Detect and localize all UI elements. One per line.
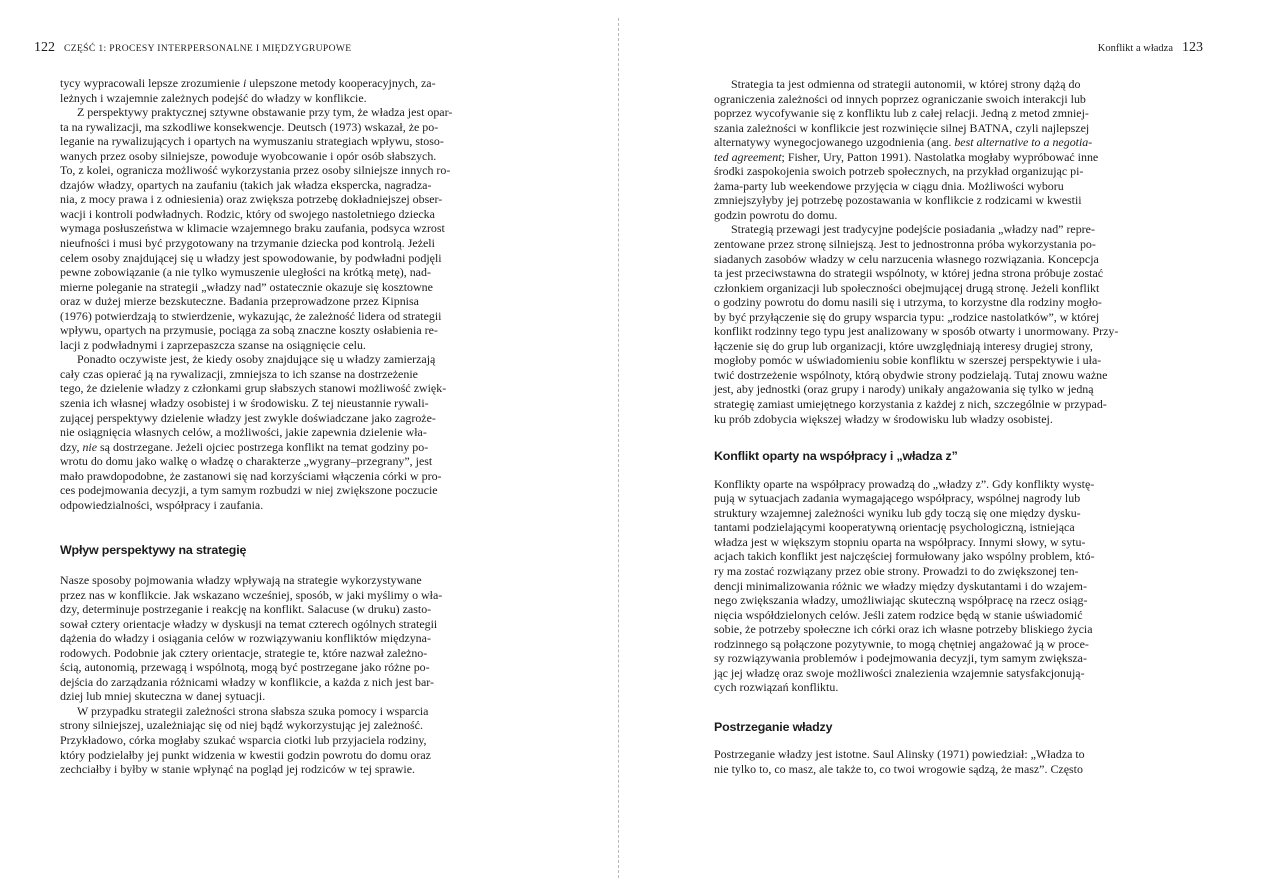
right-paragraph-1: Strategia ta jest odmienna od strategii autonomii, w której strony dążą do ograniczenia zależności od innych poprzez ograniczanie swoich interakcji lub poprzez wycofywanie się z konfliktu lub z całej relacji. Jedną z metod zmniej- szania zależności w konflikcie jest rozwinięcie silnej BATNA, czyli najlepszej alternatywy wynegocjowanego uzgodnienia (ang. best alternative to a negotia- ted agreement; Fisher, Ury, Patton 1991). Nastolatka mogłaby wypróbować inne środki zaspokojenia swoich potrzeb społecznych, na przykład organizując pi- żama-party lub weekendowe przyjęcia w ciągu dnia. Możliwości wyboru zmniejszyłyby jej potrzebę pozostawania w konflikcie z rodzicami w kwestii godzin powrotu do domu.	[714, 77, 1099, 222]
right-paragraph-3: Konflikty oparte na współpracy prowadzą do „władzy z”. Gdy konflikty wystę- pują w sytuacjach zadania wymagającego współpracy, wspólnej nagrody lub struktury wzajemnej zależności wyniku lub gdy toczą się one między dysku- tantami podzielającymi kooperatywną orientację psychologiczną, istniejąca władza jest w większym stopniu oparta na współpracy. Innymi słowy, w sytu- acjach takich konflikt jest najczęściej formułowany jako wspólny problem, któ- ry ma zostać rozwiązany przez obie strony. Prowadzi to do zwiększonej ten- dencji minimalizowania różnic we władzy między dyskutantami i do wzajem- nego zwiększania władzy, umożliwiając skuteczną współpracę na rzecz osiąg- nięcia współdzielonych celów. Jeśli zatem rodzice będą w stanie uświadomić sobie, że potrzeby społeczne ich córki oraz ich własne potrzeby bliskiego życia rodzinnego są połączone pozytywnie, to mogą chętniej angażować ją w proce- sy rozwiązywania problemów i podejmowania decyzji, tym samym zwiększa- jąc jej władzę oraz swoje możliwości znalezienia wzajemnie satysfakcjonują- cych rozwiązań konfliktu.	[714, 476, 1095, 695]
left-paragraph-3: Ponadto oczywiste jest, że kiedy osoby znajdujące się u władzy zamierzają cały czas opierać ją na rywalizacji, zmniejsza to ich szanse na dostrzeżenie tego, że dzielenie władzy z członkami grup słabszych stanowi możliwość zwięk- szenia ich własnej władzy osobistej i w środowisku. Z tej nieustannie rywali- zującej perspektywy dzielenie władzy jest zwykle doświadczane jako zagroże- nie osiągnięcia własnych celów, a możliwości, jakie zapewnia dzielenie wła- dzy, nie są dostrzegane. Jeżeli ojciec postrzega konflikt na temat godziny po- wrotu do domu jako walkę o władzę o charakterze „wygrany–przegrany”, jest mało prawdopodobne, że zastanowi się nad korzyściami włączenia córki w pro- ces podejmowania decyzji, a tym samym rozbudzi w niej zwiększone poczucie odpowiedzialności, współpracy i zaufania.	[60, 352, 447, 512]
right-paragraph-2: Strategią przewagi jest tradycyjne podejście posiadania „władzy nad” repre- zentowane przez stronę silniejszą. Jest to jednostronna próba wykorzystania po- siadanych zasobów władzy w celu narzucenia własnego rozwiązania. Koncepcja ta jest przeciwstawna do strategii wspólnoty, w której jedna strona próbuje zostać członkiem organizacji lub społeczności obejmującej drugą stronę. Jeżeli konflikt o godziny powrotu do domu nasili się i utrzyma, to korzystne dla rodziny mogło- by być przyłączenie się do grupy wsparcia typu: „rodzice nastolatków”, w której konflikt rodzinny tego typu jest analizowany w sposób otwarty i unormowany. Przy- łączenie się do grup lub organizacji, które uwzględniają interesy drugiej strony, mogłoby pomóc w uświadomieniu sobie konfliktu w szerszej perspektywie i uła- twić dostrzeżenie wspólnoty, którą obydwie strony podzielają. Tutaj znowu ważne jest, aby jednostki (oraz grupy i narody) unikały angażowania się tylko w jedną strategię zamiast umiejętnego korzystania z każdej z nich, szczególnie w przypad- ku prób zdobycia większej władzy w środowisku lub władzy osobistej.	[714, 222, 1119, 426]
left-paragraph-2: Z perspektywy praktycznej sztywne obstawanie przy tym, że władza jest opar- ta na rywalizacji, ma szkodliwe konsekwencje. Deutsch (1973) wskazał, że po- leganie na rywalizujących i opartych na wymuszaniu strategiach wpływu, stoso- wanych przez osoby silniejsze, powoduje wyobcowanie i opór osób słabszych. To, z kolei, ogranicza możliwość wykorzystania przez osoby silniejsze innych ro- dzajów władzy, opartych na zaufaniu (takich jak władza ekspercka, nagradza- nia, z mocy prawa i z odniesienia) oraz zwiększa potrzebę dokładniejszej obser- wacji i kontroli podwładnych. Rodzic, który od swojego nastoletniego dziecka wymaga posłuszeństwa w klimacie wzajemnego braku zaufania, podsyca wzrost nieufności i musi być przygotowany na trzymanie dziecka pod kontrolą. Jeżeli celem osoby znajdującej się u władzy jest spowodowanie, by podwładni podjęli pewne zobowiązanie (a nie tylko wymuszenie uległości na krótką metę), nad- mierne poleganie na strategii „władzy nad” ostatecznie okazuje się kosztowne oraz w dużej mierze bezskuteczne. Badania przeprowadzone przez Kipnisa (1976) potwierdzają to stwierdzenie, wykazując, że zależność lidera od strategii wpływu, opartych na przymusie, pociąga za sobą znaczne koszty osłabienia re- lacji z podwładnymi i zaprzepaszcza szanse na osiągnięcie celu.	[60, 105, 453, 352]
running-head-left	[34, 38, 351, 56]
left-paragraph-5: W przypadku strategii zależności strona słabsza szuka pomocy i wsparcia strony silniejszej, uzależniając się od niej bądź wykorzystując jej zależność. Przykładowo, córka mogłaby szukać wsparcia ciotki lub przyjaciela rodziny, który podzielałby jej punkt widzenia w kwestii godzin powrotu do domu oraz zechciałby i byłby w stanie wpłynąć na pogląd jej rodziców w tej sprawie.	[60, 703, 431, 777]
left-paragraph-4: Nasze sposoby pojmowania władzy wpływają na strategie wykorzystywane przez nas w konflikcie. Jak wskazano wcześniej, sposób, w jaki myślimy o wła- dzy, determinuje postrzeganie i reakcję na konflikt. Salacuse (w druku) zasto- sował cztery orientacje władzy w dyskusji na temat czterech ogólnych strategii dążenia do władzy i osiągania celów w rozwiązywaniu konfliktów międzyna- rodowych. Podobnie jak cztery orientacje, strategie te, które nazwał zależno- ścią, autonomią, przewagą i wspólnotą, mogą być postrzegane jako różne po- dejścia do zarządzania różnicami władzy w konflikcie, a każda z nich jest bar- dziej lub mniej skuteczna w danej sytuacji.	[60, 572, 443, 704]
left-section-heading: Wpływ perspektywy na strategię	[60, 543, 247, 558]
page-number-left: 122	[34, 40, 55, 55]
right-page	[628, 0, 1262, 894]
page-gutter	[618, 18, 619, 878]
left-text-column	[60, 76, 529, 777]
right-text-column	[714, 77, 1176, 777]
running-head-right	[1098, 38, 1203, 56]
left-page	[0, 0, 610, 894]
running-title-right: Konflikt a władza	[1097, 43, 1173, 54]
page-number-right: 123	[1182, 40, 1203, 55]
right-section-heading-2: Postrzeganie władzy	[714, 719, 833, 734]
right-paragraph-4: Postrzeganie władzy jest istotne. Saul Alinsky (1971) powiedział: „Władza to nie tylko to, co masz, ale także to, co twoi wrogowie sądzą, że masz”. Często	[714, 747, 1085, 776]
right-section-heading-1: Konflikt oparty na współpracy i „władza z”	[714, 449, 958, 464]
left-paragraph-1: tycy wypracowali lepsze zrozumienie i ulepszone metody kooperacyjnych, za- leżnych i wzajemnie zależnych podejść do władzy w konflikcie.	[60, 76, 436, 105]
running-title-left: CZĘŚĆ 1: PROCESY INTERPERSONALNE I MIĘDZYGRUPOWE	[64, 43, 352, 54]
